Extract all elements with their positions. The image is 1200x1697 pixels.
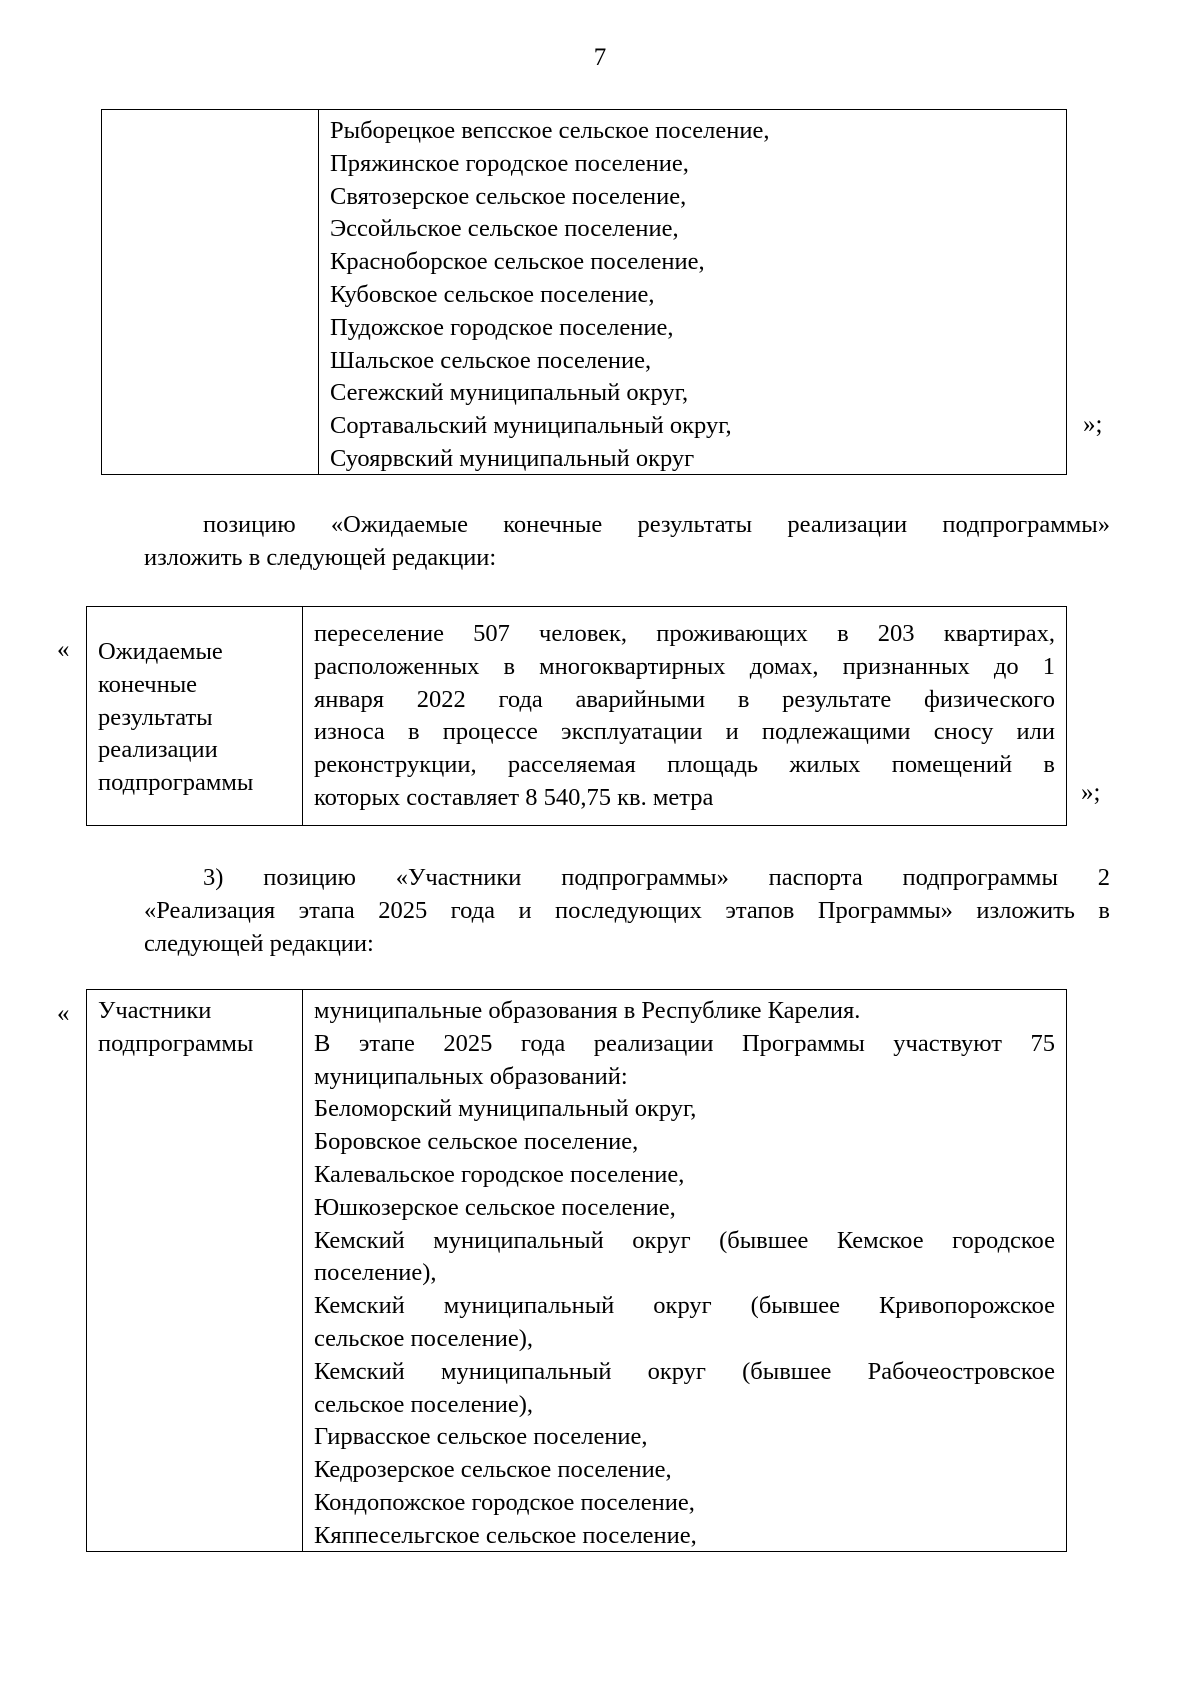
table-cell-line: конечные	[98, 670, 198, 698]
table-cell-line: износа в процессе эксплуатации и подлежащими сносу или	[314, 718, 1055, 746]
table2-right-cell	[303, 607, 1066, 825]
table1-left-cell	[102, 110, 319, 474]
table-cell-line: подпрограммы	[98, 769, 254, 797]
expected-results-table	[86, 606, 1067, 826]
table-cell-line: которых составляет 8 540,75 кв. метра	[314, 783, 714, 811]
paragraph-expected-results	[144, 509, 1110, 575]
table-cell-line: реконструкции, расселяемая площадь жилых помещений в	[314, 751, 1055, 779]
table-cell-line: Кемский муниципальный округ (бывшее Кривопорожское	[314, 1292, 1055, 1320]
table2-close-quote: »;	[1081, 779, 1101, 806]
paragraph-line: позицию «Ожидаемые конечные результаты реализации подпрограммы»	[203, 511, 1110, 538]
table3-right-cell	[303, 990, 1066, 1551]
table-cell-line: Боровское сельское поселение,	[314, 1128, 639, 1156]
table-cell-line: Кемский муниципальный округ (бывшее Рабочеостровское	[314, 1357, 1055, 1385]
table-cell-line: муниципальные образования в Республике Карелия.	[314, 997, 861, 1024]
table-cell-line: января 2022 года аварийными в результате физического	[314, 685, 1055, 713]
table-cell-line: В этапе 2025 года реализации Программы участвуют 75	[314, 1029, 1055, 1057]
table2-left-cell	[87, 607, 303, 825]
table3-left-cell	[87, 990, 303, 1551]
table-cell-line: Кемский муниципальный округ (бывшее Кемское городское	[314, 1226, 1055, 1254]
paragraph-line: изложить в следующей редакции:	[144, 543, 497, 571]
table-cell-line: Участники	[98, 997, 212, 1024]
table-cell-line: Пряжинское городское поселение,	[330, 149, 689, 177]
table-cell-line: Кондопожское городское поселение,	[314, 1488, 695, 1516]
table-cell-line: Кедрозерское сельское поселение,	[314, 1456, 672, 1484]
table-cell-line: Гирвасское сельское поселение,	[314, 1423, 648, 1451]
table-cell-line: Ожидаемые	[98, 638, 223, 665]
table-cell-line: Кяппесельгское сельское поселение,	[314, 1521, 697, 1549]
table1-right-cell	[319, 110, 1066, 474]
table-cell-line: Рыборецкое вепсское сельское поселение,	[330, 117, 770, 144]
table-cell-line: Суоярвский муниципальный округ	[330, 444, 695, 472]
table3-open-quote: «	[57, 1000, 70, 1027]
table-cell-line: реализации	[98, 736, 218, 764]
table-cell-line: сельское поселение),	[314, 1390, 534, 1418]
table-cell-line: результаты	[98, 703, 213, 731]
table-cell-line: Сегежский муниципальный округ,	[330, 379, 689, 407]
table-cell-line: Юшкозерское сельское поселение,	[314, 1193, 676, 1221]
table-cell-line: Эссойльское сельское поселение,	[330, 215, 679, 243]
participants-table	[86, 989, 1067, 1552]
table-cell-line: муниципальных образований:	[314, 1062, 628, 1090]
table-cell-line: Пудожское городское поселение,	[330, 313, 674, 341]
table-cell-line: Святозерское сельское поселение,	[330, 182, 687, 210]
table-cell-line: Кубовское сельское поселение,	[330, 280, 655, 308]
table1-close-quote: »;	[1083, 411, 1103, 438]
page-number: 7	[593, 44, 607, 71]
table-cell-line: сельское поселение),	[314, 1324, 534, 1352]
table-cell-line: переселение 507 человек, проживающих в 203 квартирах,	[314, 620, 1055, 647]
table-cell-line: подпрограммы	[98, 1029, 254, 1057]
paragraph-line: следующей редакции:	[144, 929, 374, 957]
table-cell-line: Сортавальский муниципальный округ,	[330, 412, 732, 440]
table-cell-line: Шальское сельское поселение,	[330, 346, 652, 374]
paragraph-participants	[144, 862, 1110, 960]
paragraph-line: 3) позицию «Участники подпрограммы» паспорта подпрограммы 2	[203, 864, 1110, 891]
table-cell-line: поселение),	[314, 1259, 437, 1287]
table-cell-line: Красноборское сельское поселение,	[330, 248, 705, 276]
table2-open-quote: «	[57, 636, 70, 663]
participants-table-continued	[101, 109, 1067, 475]
table-cell-line: расположенных в многоквартирных домах, признанных до 1	[314, 652, 1055, 680]
table-cell-line: Беломорский муниципальный округ,	[314, 1095, 697, 1123]
paragraph-line: «Реализация этапа 2025 года и последующих этапов Программы» изложить в	[144, 896, 1110, 924]
table-cell-line: Калевальское городское поселение,	[314, 1160, 685, 1188]
